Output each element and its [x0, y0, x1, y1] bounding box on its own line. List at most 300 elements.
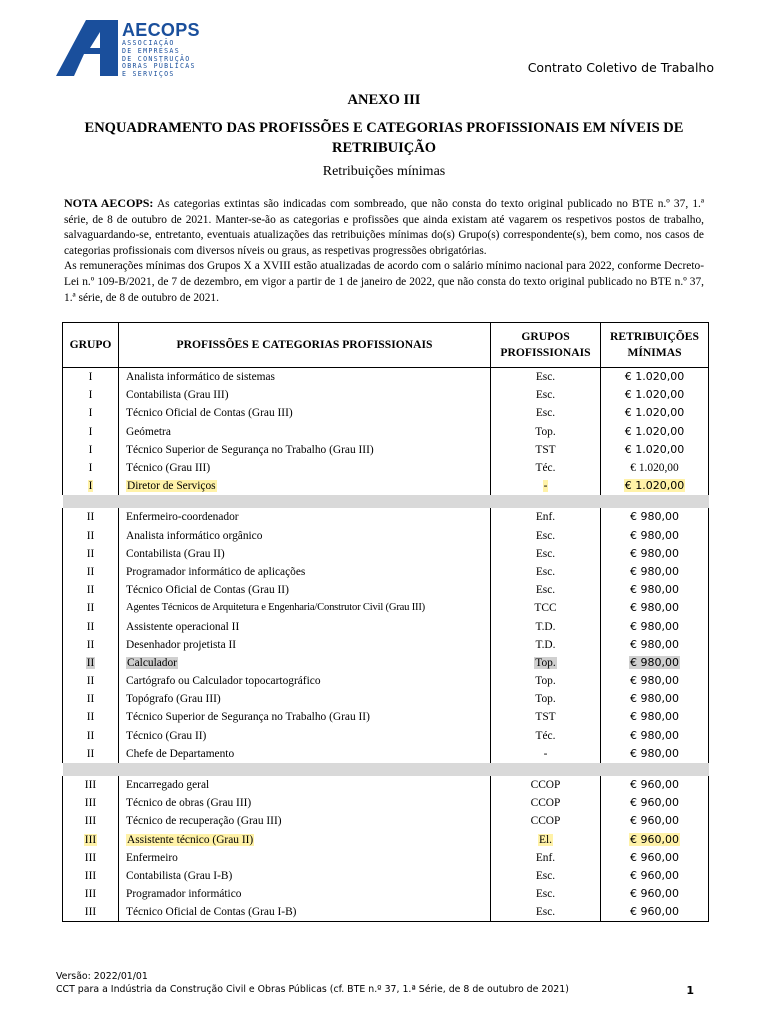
cell-profissao-text: Técnico Oficial de Contas (Grau III)	[126, 407, 293, 420]
cell-grupo-text: II	[86, 511, 95, 524]
table-row	[63, 776, 709, 794]
header-retribuicoes: RETRIBUIÇÕES MÍNIMAS	[601, 323, 709, 368]
cell-profissao	[119, 617, 491, 635]
cell-grupo-profissional-text: CCOP	[530, 815, 561, 828]
separator-cell	[601, 495, 709, 508]
cell-profissao	[119, 599, 491, 617]
table-row	[63, 849, 709, 867]
cell-grupo-profissional-text: Téc.	[535, 462, 556, 475]
cell-retribuicao-text: € 980,00	[630, 637, 679, 651]
cell-grupo-profissional	[491, 776, 601, 794]
cell-grupo-profissional	[491, 708, 601, 726]
table-row	[63, 654, 709, 672]
logo-subtitle	[122, 40, 196, 79]
table-row	[63, 477, 709, 495]
document-header-title: Contrato Coletivo de Trabalho	[527, 60, 714, 75]
table-row	[63, 459, 709, 477]
cell-grupo-profissional-text: Esc.	[535, 888, 556, 901]
table-row	[63, 672, 709, 690]
cell-profissao	[119, 508, 491, 526]
cell-grupo-text: III	[84, 869, 97, 882]
logo-line: DE EMPRESAS	[122, 46, 180, 55]
remuneration-table	[62, 322, 709, 922]
cell-profissao-text: Encarregado geral	[126, 779, 210, 792]
table-row	[63, 441, 709, 459]
cell-grupo-text: III	[84, 906, 97, 919]
cell-grupo-profissional-text: Top.	[535, 656, 556, 669]
table-row	[63, 599, 709, 617]
cell-grupo-profissional-text: Esc.	[535, 529, 556, 542]
cell-retribuicao-text: € 960,00	[630, 850, 679, 864]
cell-grupo-profissional	[491, 581, 601, 599]
cell-grupo	[63, 794, 119, 812]
cell-profissao-text: Assistente operacional II	[126, 620, 240, 633]
cell-grupo	[63, 654, 119, 672]
note-label: NOTA AECOPS:	[64, 196, 154, 210]
cell-grupo-profissional-text: -	[543, 747, 548, 760]
page-subheading: Retribuições mínimas	[322, 164, 446, 179]
separator-cell	[119, 763, 491, 776]
cell-grupo-profissional	[491, 563, 601, 581]
cell-grupo-text: III	[84, 833, 97, 846]
cell-grupo-text: II	[86, 747, 95, 760]
header-profissoes: PROFISSÕES E CATEGORIAS PROFISSIONAIS	[119, 323, 491, 368]
cell-retribuicao-text: € 980,00	[630, 710, 679, 724]
cell-retribuicao-text: € 980,00	[630, 674, 679, 688]
cell-grupo	[63, 368, 119, 387]
cell-profissao	[119, 727, 491, 745]
cell-grupo-profissional	[491, 727, 601, 745]
cell-profissao	[119, 654, 491, 672]
cell-grupo-profissional	[491, 849, 601, 867]
cell-profissao	[119, 885, 491, 903]
logo-line: ASSOCIAÇÃO	[122, 39, 175, 47]
cell-retribuicao	[601, 599, 709, 617]
cell-grupo	[63, 386, 119, 404]
cell-profissao-text: Enfermeiro-coordenador	[126, 511, 239, 524]
table-row	[63, 545, 709, 563]
aecops-logo	[56, 20, 216, 78]
cell-retribuicao-text: € 980,00	[630, 619, 679, 633]
cell-retribuicao-text: € 980,00	[630, 564, 679, 578]
cell-profissao-text: Programador informático	[126, 888, 242, 901]
cell-profissao-text: Chefe de Departamento	[126, 747, 235, 760]
cell-profissao	[119, 423, 491, 441]
aecops-note	[64, 196, 704, 306]
cell-retribuicao	[601, 459, 709, 477]
cell-grupo-text: II	[86, 656, 95, 669]
cell-grupo-text: II	[86, 711, 95, 724]
table-row	[63, 581, 709, 599]
cell-retribuicao-text: € 1.020,00	[624, 442, 685, 456]
cell-grupo	[63, 831, 119, 849]
cell-grupo-text: I	[88, 389, 93, 402]
aecops-logo-icon	[56, 20, 118, 76]
cell-grupo-profissional-text: CCOP	[530, 779, 561, 792]
cell-grupo-profissional	[491, 441, 601, 459]
cell-retribuicao	[601, 885, 709, 903]
cell-grupo-profissional	[491, 690, 601, 708]
cell-profissao-text: Analista informático de sistemas	[126, 371, 275, 384]
header-grupos-profissionais: GRUPOS PROFISSIONAIS	[491, 323, 601, 368]
cell-profissao-text: Técnico de obras (Grau III)	[126, 797, 252, 810]
cell-profissao	[119, 441, 491, 459]
cell-retribuicao-text: € 960,00	[630, 832, 679, 846]
cell-retribuicao-text: € 980,00	[630, 655, 679, 669]
cell-grupo-profissional	[491, 812, 601, 830]
cell-grupo-profissional	[491, 508, 601, 526]
separator-cell	[63, 763, 119, 776]
cell-retribuicao	[601, 672, 709, 690]
cell-grupo-text: I	[88, 371, 93, 384]
header-grupo: GRUPO	[63, 323, 119, 368]
cell-grupo-profissional-text: Esc.	[535, 906, 556, 919]
note-paragraph-2: As remunerações mínimas dos Grupos X a XVIII estão atualizadas de acordo com o salário mínimo nacional para 2022, conforme Decreto-Lei n.º 109-B/2021, de 7 de dezembro, em vigor a partir de 1 de janeiro de 2022, que não consta do texto original publicado no BTE n.º 37, 1.ª série, de 8 de outubro de 2021.	[64, 260, 704, 304]
cell-profissao-text: Assistente técnico (Grau II)	[127, 833, 254, 846]
cell-profissao-text: Desenhador projetista II	[126, 638, 237, 651]
cell-retribuicao	[601, 581, 709, 599]
cell-profissao	[119, 849, 491, 867]
cell-retribuicao	[601, 368, 709, 387]
cell-grupo-text: II	[86, 693, 95, 706]
cell-retribuicao	[601, 654, 709, 672]
cell-retribuicao	[601, 812, 709, 830]
cell-grupo-profissional-text: T.D.	[535, 638, 556, 651]
table-row	[63, 423, 709, 441]
cell-retribuicao	[601, 708, 709, 726]
cell-retribuicao	[601, 508, 709, 526]
cell-profissao-text: Analista informático orgânico	[126, 529, 263, 542]
cell-grupo-profissional	[491, 831, 601, 849]
cell-retribuicao-text: € 980,00	[630, 528, 679, 542]
cell-grupo-profissional-text: TST	[535, 711, 556, 724]
separator-cell	[119, 495, 491, 508]
cell-grupo-profissional-text: El.	[539, 833, 552, 846]
cell-grupo-profissional-text: Esc.	[535, 371, 556, 384]
cell-retribuicao-text: € 1.020,00	[624, 388, 685, 402]
cell-grupo	[63, 423, 119, 441]
table-row	[63, 690, 709, 708]
cell-profissao	[119, 831, 491, 849]
separator-cell	[491, 495, 601, 508]
table-row	[63, 867, 709, 885]
cell-retribuicao-text: € 960,00	[630, 905, 679, 919]
cell-profissao-text: Técnico Superior de Segurança no Trabalho (Grau III)	[126, 443, 374, 456]
logo-line: DE CONSTRUÇÃO	[122, 54, 191, 63]
cell-grupo	[63, 885, 119, 903]
cell-profissao	[119, 527, 491, 545]
cell-profissao	[119, 776, 491, 794]
cell-grupo-text: II	[86, 675, 95, 688]
cell-grupo-text: II	[86, 602, 95, 615]
annex-title: ANEXO III	[347, 92, 421, 108]
cell-grupo-profissional-text: Esc.	[535, 407, 556, 420]
cell-grupo	[63, 477, 119, 495]
cell-retribuicao	[601, 867, 709, 885]
cell-profissao	[119, 581, 491, 599]
cell-retribuicao	[601, 545, 709, 563]
cell-profissao-text: Técnico Oficial de Contas (Grau I-B)	[126, 906, 297, 919]
cell-grupo-profissional-text: Esc.	[535, 584, 556, 597]
cell-retribuicao-text: € 960,00	[630, 868, 679, 882]
table-header-row	[63, 323, 709, 368]
cell-grupo-text: II	[86, 529, 95, 542]
cell-profissao-text: Agentes Técnicos de Arquitetura e Engenharia/Construtor Civil (Grau III)	[126, 602, 425, 614]
cell-grupo-profissional-text: -	[543, 480, 548, 493]
cell-grupo-profissional-text: Esc.	[535, 869, 556, 882]
cell-profissao	[119, 404, 491, 422]
table-row	[63, 812, 709, 830]
cell-grupo-text: III	[84, 851, 97, 864]
cell-profissao	[119, 794, 491, 812]
cell-retribuicao	[601, 441, 709, 459]
footer-version: Versão: 2022/01/01	[56, 971, 148, 982]
cell-retribuicao-text: € 960,00	[630, 814, 679, 828]
cell-grupo-profissional-text: CCOP	[530, 797, 561, 810]
cell-retribuicao	[601, 563, 709, 581]
cell-grupo-profissional	[491, 867, 601, 885]
separator-cell	[601, 763, 709, 776]
cell-grupo	[63, 708, 119, 726]
cell-grupo-profissional	[491, 386, 601, 404]
cell-grupo	[63, 527, 119, 545]
cell-retribuicao	[601, 617, 709, 635]
cell-retribuicao	[601, 386, 709, 404]
cell-grupo	[63, 849, 119, 867]
cell-retribuicao-text: € 980,00	[630, 746, 679, 760]
cell-grupo	[63, 441, 119, 459]
cell-grupo	[63, 812, 119, 830]
cell-retribuicao	[601, 831, 709, 849]
cell-retribuicao-text: € 1.020,00	[624, 406, 685, 420]
cell-grupo-profissional	[491, 654, 601, 672]
table-row	[63, 508, 709, 526]
cell-retribuicao-text: € 980,00	[630, 601, 679, 615]
cell-grupo-profissional-text: Esc.	[535, 547, 556, 560]
cell-grupo-text: III	[84, 888, 97, 901]
table-row	[63, 386, 709, 404]
cell-grupo-text: I	[88, 462, 93, 475]
separator-cell	[63, 495, 119, 508]
cell-grupo-profissional-text: Enf.	[535, 851, 556, 864]
cell-profissao	[119, 477, 491, 495]
cell-retribuicao-text: € 1.020,00	[624, 479, 685, 493]
table-row	[63, 831, 709, 849]
cell-retribuicao	[601, 776, 709, 794]
cell-grupo	[63, 545, 119, 563]
cell-grupo-profissional	[491, 885, 601, 903]
cell-profissao-text: Calculador	[127, 656, 177, 669]
cell-grupo-profissional-text: Top.	[535, 675, 556, 688]
cell-retribuicao-text: € 960,00	[630, 778, 679, 792]
table-row	[63, 527, 709, 545]
cell-grupo-text: I	[88, 425, 93, 438]
cell-grupo-text: II	[86, 620, 95, 633]
cell-retribuicao-text: € 980,00	[630, 583, 679, 597]
cell-grupo	[63, 404, 119, 422]
cell-profissao-text: Técnico Superior de Segurança no Trabalho (Grau II)	[126, 711, 370, 724]
cell-grupo-profissional-text: Téc.	[535, 729, 556, 742]
cell-grupo-profissional-text: TST	[535, 443, 556, 456]
note-text: As categorias extintas são indicadas com sombreado, que não consta do texto original publicado no BTE n.º 37, 1.ª série, de 8 de outubro de 2021. Manter-se-ão as categorias e profissões que ainda existam até vagarem os respetivos postos de trabalho, salvaguardando-se, entretanto, eventuais atualizações das retribuições mínimas do(s) Grupo(s) correspondente(s), bem como, nos casos de categorias profissionais com diversos níveis ou graus, as respetivas progressões obrigatórias.	[64, 198, 705, 257]
cell-profissao	[119, 672, 491, 690]
cell-retribuicao-text: € 960,00	[630, 796, 679, 810]
table-row	[63, 368, 709, 387]
page-number: 1	[686, 984, 694, 997]
group-separator-row	[63, 763, 709, 776]
cell-grupo-text: II	[86, 565, 95, 578]
page-footer	[56, 970, 569, 996]
cell-grupo	[63, 459, 119, 477]
cell-retribuicao	[601, 423, 709, 441]
cell-grupo	[63, 727, 119, 745]
page-heading: ENQUADRAMENTO DAS PROFISSÕES E CATEGORIAS PROFISSIONAIS EM NÍVEIS DE RETRIBUIÇÃO	[84, 120, 684, 156]
table-row	[63, 404, 709, 422]
cell-grupo-profissional	[491, 617, 601, 635]
cell-profissao-text: Diretor de Serviços	[127, 480, 216, 493]
cell-profissao	[119, 708, 491, 726]
table-row	[63, 903, 709, 922]
cell-grupo-profissional-text: Esc.	[535, 565, 556, 578]
cell-profissao-text: Cartógrafo ou Calculador topocartográfico	[126, 675, 321, 688]
cell-grupo-text: III	[84, 815, 97, 828]
cell-profissao	[119, 563, 491, 581]
cell-profissao-text: Técnico de recuperação (Grau III)	[126, 815, 282, 828]
cell-grupo-profissional	[491, 404, 601, 422]
cell-grupo	[63, 636, 119, 654]
table-row	[63, 727, 709, 745]
cell-grupo	[63, 617, 119, 635]
logo-line: OBRAS PÚBLICAS	[122, 62, 196, 71]
cell-retribuicao-text: € 1.020,00	[624, 370, 685, 384]
cell-profissao-text: Contabilista (Grau I-B)	[126, 869, 233, 882]
cell-grupo-profissional-text: Top.	[535, 693, 556, 706]
cell-profissao-text: Enfermeiro	[126, 851, 178, 864]
cell-profissao	[119, 745, 491, 763]
group-separator-row	[63, 495, 709, 508]
table-row	[63, 708, 709, 726]
cell-grupo-text: I	[88, 480, 93, 493]
cell-retribuicao-text: € 980,00	[630, 510, 679, 524]
cell-profissao-text: Topógrafo (Grau III)	[126, 693, 221, 706]
cell-retribuicao	[601, 794, 709, 812]
cell-grupo	[63, 867, 119, 885]
cell-grupo-profissional-text: Enf.	[535, 511, 556, 524]
cell-profissao	[119, 368, 491, 387]
cell-grupo-profissional	[491, 672, 601, 690]
cell-retribuicao-text: € 960,00	[630, 887, 679, 901]
cell-grupo-profissional-text: Esc.	[535, 389, 556, 402]
cell-grupo-profissional	[491, 545, 601, 563]
table-row	[63, 794, 709, 812]
cell-grupo-text: II	[86, 584, 95, 597]
cell-grupo	[63, 690, 119, 708]
cell-profissao	[119, 812, 491, 830]
cell-grupo-profissional-text: TCC	[534, 602, 557, 615]
cell-grupo-profissional	[491, 527, 601, 545]
cell-grupo	[63, 599, 119, 617]
cell-grupo	[63, 508, 119, 526]
cell-retribuicao	[601, 404, 709, 422]
cell-profissao-text: Técnico (Grau III)	[126, 462, 211, 475]
cell-grupo-text: II	[86, 638, 95, 651]
cell-grupo-profissional	[491, 477, 601, 495]
cell-grupo	[63, 563, 119, 581]
cell-grupo-profissional-text: Top.	[535, 425, 556, 438]
cell-profissao	[119, 459, 491, 477]
cell-retribuicao-text: € 980,00	[630, 728, 679, 742]
cell-grupo	[63, 672, 119, 690]
cell-retribuicao	[601, 727, 709, 745]
cell-profissao-text: Contabilista (Grau II)	[126, 547, 225, 560]
logo-name: AECOPS	[122, 20, 200, 40]
cell-retribuicao-text: € 980,00	[630, 546, 679, 560]
table-row	[63, 745, 709, 763]
table-row	[63, 563, 709, 581]
cell-retribuicao	[601, 745, 709, 763]
cell-retribuicao-text: € 980,00	[630, 692, 679, 706]
cell-grupo-text: II	[86, 729, 95, 742]
cell-grupo-profissional	[491, 368, 601, 387]
logo-line: E SERVIÇOS	[122, 70, 175, 79]
cell-profissao-text: Programador informático de aplicações	[126, 565, 306, 578]
cell-grupo-text: II	[86, 547, 95, 560]
cell-grupo-profissional-text: T.D.	[535, 620, 556, 633]
table-row	[63, 636, 709, 654]
cell-grupo-profissional	[491, 459, 601, 477]
cell-grupo-text: I	[88, 443, 93, 456]
cell-grupo-text: I	[88, 407, 93, 420]
cell-grupo	[63, 745, 119, 763]
cell-grupo-text: III	[84, 779, 97, 792]
cell-retribuicao	[601, 527, 709, 545]
cell-grupo-profissional	[491, 599, 601, 617]
cell-grupo-text: III	[84, 797, 97, 810]
cell-grupo	[63, 776, 119, 794]
cell-profissao-text: Geómetra	[126, 425, 171, 438]
cell-profissao-text: Técnico Oficial de Contas (Grau II)	[126, 584, 289, 597]
cell-retribuicao-text: € 1.020,00	[630, 462, 679, 475]
cell-retribuicao	[601, 903, 709, 922]
cell-grupo-profissional	[491, 423, 601, 441]
cell-grupo-profissional	[491, 636, 601, 654]
cell-retribuicao	[601, 690, 709, 708]
footer-source: CCT para a Indústria da Construção Civil e Obras Públicas (cf. BTE n.º 37, 1.ª Série, de 8 de outubro de 2021)	[56, 984, 569, 995]
cell-grupo-profissional	[491, 903, 601, 922]
cell-grupo-profissional	[491, 794, 601, 812]
cell-profissao-text: Técnico (Grau II)	[126, 729, 207, 742]
cell-profissao	[119, 545, 491, 563]
cell-profissao-text: Contabilista (Grau III)	[126, 389, 229, 402]
table-body	[63, 368, 709, 922]
table-row	[63, 617, 709, 635]
cell-profissao	[119, 867, 491, 885]
cell-retribuicao	[601, 477, 709, 495]
cell-profissao	[119, 636, 491, 654]
cell-profissao	[119, 386, 491, 404]
cell-grupo	[63, 903, 119, 922]
cell-grupo	[63, 581, 119, 599]
cell-retribuicao	[601, 636, 709, 654]
table-row	[63, 885, 709, 903]
cell-retribuicao-text: € 1.020,00	[624, 424, 685, 438]
cell-grupo-profissional	[491, 745, 601, 763]
cell-retribuicao	[601, 849, 709, 867]
cell-profissao	[119, 903, 491, 922]
separator-cell	[491, 763, 601, 776]
cell-profissao	[119, 690, 491, 708]
note-paragraph-1	[64, 196, 704, 259]
